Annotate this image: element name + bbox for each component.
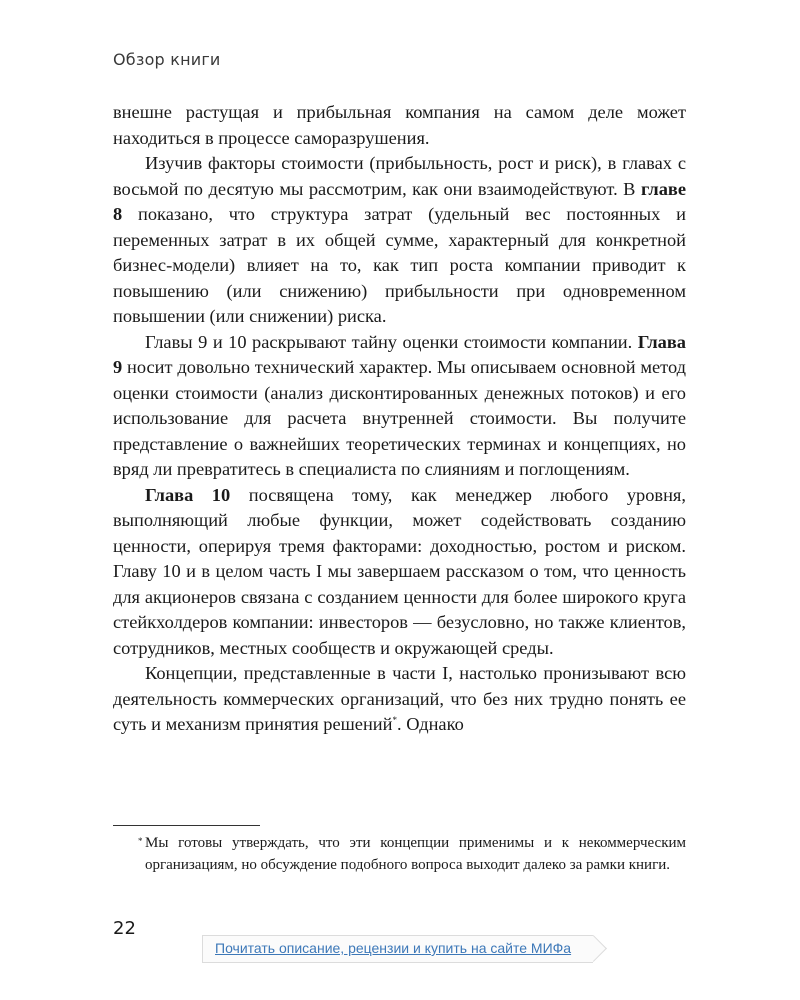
body-text: [113, 100, 686, 738]
paragraph-text: посвящена тому, как менеджер любого уровня, выполняющий любые функции, может содействовать созданию ценности, оперируя тремя факторами: доходностью, ростом и риском. Главу 10 и в целом часть I мы завершаем рассказом о том, что ценность для акционеров связана с созданием ценности для более широкого круга стейкхолдеров компании: инвесторов — безусловно, но также клиентов, сотрудников, местных сообществ и окружающей среды.: [113, 484, 686, 658]
footnote-mark: *: [138, 836, 143, 846]
footnote-text: Мы готовы утверждать, что эти концепции применимы и к некоммерческим организациям, но обсуждение подобного вопроса выходит далеко за рамки книги.: [145, 835, 686, 873]
chapter-reference: Глава 9: [113, 331, 686, 377]
paragraph: [113, 151, 686, 330]
paragraph-text: Изучив факторы стоимости (прибыльность, рост и риск), в главах с восьмой по десятую мы рассмотрим, как они взаимодействуют. В: [113, 153, 686, 199]
chapter-reference: Глава 10: [145, 484, 231, 505]
chapter-reference: главе 8: [113, 178, 686, 224]
paragraph-text: показано, что структура затрат (удельный вес постоянных и переменных затрат в их общей сумме, характерный для конкретной бизнес-модели) влияет на то, как тип роста компании приводит к повышению (или снижению) прибыльности при одновременном повышении (или снижении) риска.: [113, 204, 686, 326]
footnote-reference-mark: *: [392, 714, 397, 725]
paragraph-text: . Однако: [397, 714, 464, 734]
paragraph-text: Главы 9 и 10 раскрывают тайну оценки стоимости компании.: [145, 331, 638, 352]
paragraph-text: носит довольно технический характер. Мы описываем основной метод оценки стоимости (анализ дисконтированных денежных потоков) и его использование для расчета внутренней стоимости. Вы получите представление о важнейших теоретических терминах и концепциях, но вряд ли превратитесь в специалиста по слияниям и поглощениям.: [113, 357, 686, 479]
paragraph: [113, 330, 686, 483]
paragraph-text: Концепции, представленные в части I, настолько пронизывают всю деятельность коммерческих организаций, что без них трудно понять ее суть и механизм принятия решений: [113, 663, 686, 734]
paragraph: [113, 483, 686, 662]
footnote: [138, 832, 686, 876]
paragraph: [113, 661, 686, 738]
footnote-divider: [113, 825, 260, 826]
paragraph-text: внешне растущая и прибыльная компания на самом деле может находиться в процессе саморазрушения.: [113, 102, 686, 148]
banner-arrow-shape: [580, 935, 607, 962]
publisher-link[interactable]: Почитать описание, рецензии и купить на сайте МИФа: [215, 940, 572, 956]
paragraph: [113, 100, 686, 151]
publisher-link-banner: [202, 935, 593, 963]
running-header: Обзор книги: [113, 50, 221, 69]
page-number: 22: [113, 918, 136, 939]
